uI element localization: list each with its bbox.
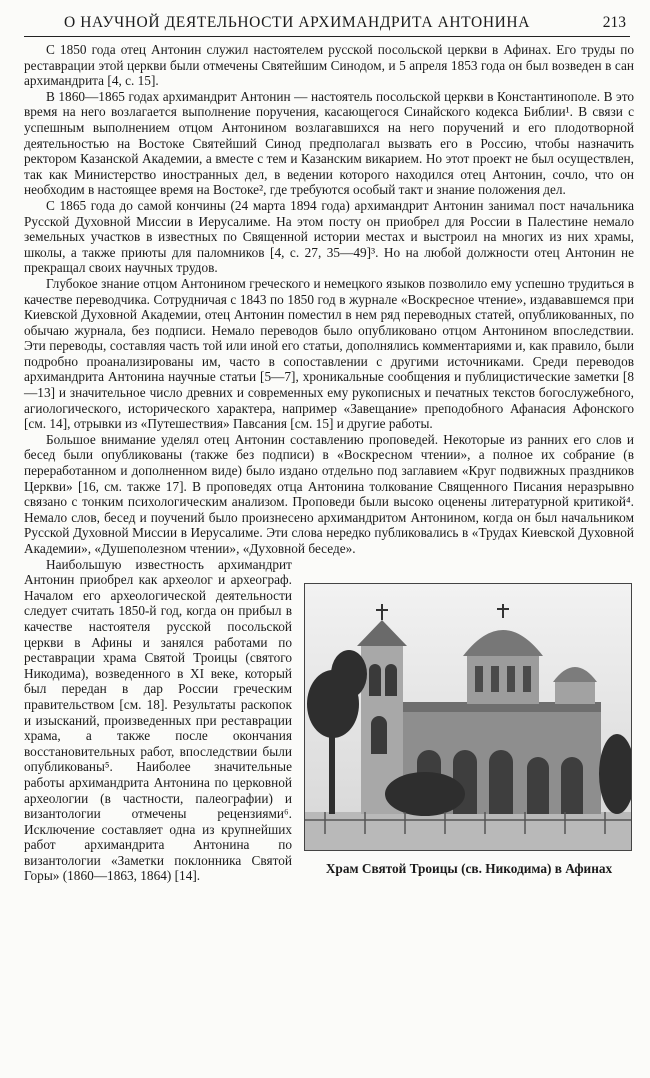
article-body	[24, 42, 634, 884]
paragraph-2: В 1860—1865 годах архимандрит Антонин — настоятель посольской церкви в Константинополе. В это время на него возлагается выполнение поручения, касающегося Синайского кодекса Библии¹. В связи с успешным выполнением отцом Антонином возлагавшихся на него поручений и его плодотворной деятельностью на Востоке Святейший Синод предполагал вызвать его в Россию, чтобы назначить ректором Казанской Академии, а вместе с тем и Казанским викарием. Но этот проект не был осуществлен, так как Министерство иностранных дел, в ведении которого находился отец Антонин, сочло, что он необходим в настоящее время на Востоке², где требуются особый такт и знание положения дел.	[24, 88, 634, 198]
figure-caption: Храм Святой Троицы (св. Никодима) в Афинах	[325, 860, 613, 876]
paragraph-1: С 1850 года отец Антонин служил настоятелем русской посольской церкви в Афинах. Его труды по реставрации этой церкви были отмечены Святейшим Синодом, и 5 апреля 1853 года он был возведен в сан архимандрита [4, с. 15].	[24, 42, 634, 89]
paragraph-4: Глубокое знание отцом Антонином греческого и немецкого языков позволило ему успешно трудиться в качестве переводчика. Сотрудничая с 1843 по 1850 год в журнале «Воскресное чтение», издававшемся при Киевской Духовной Академии, отец Антонин поместил в нем ряд переводных статей, опубликованных, по обычаю журнала, без подписи. Немало переводов было опубликовано отцом Антонином впоследствии. Эти переводы, составляя часть той или иной его статьи, дополнялись комментариями и, как правило, были подробно проанализированы им, часто в сопоставлении с другими источниками. Среди переводов архимандрита Антонина научные статьи [5—7], хроникальные сообщения и публицистические заметки [8—13] и значительное число древних и современных ему рукописных и печатных текстов богослужебного, агиологического, исторического характера, например «Завещание» преподобного Афанасия Афонского [см. 14], отрывки из «Путешествия» Павсания [см. 15] и другие работы.	[24, 275, 634, 432]
running-title: О НАУЧНОЙ ДЕЯТЕЛЬНОСТИ АРХИМАНДРИТА АНТОНИНА	[64, 14, 531, 31]
paragraph-3: С 1865 года до самой кончины (24 марта 1894 года) архимандрит Антонин занимал пост начальника Русской Духовной Миссии в Иерусалиме. На этом посту он приобрел для России в Палестине немало земельных участков в известных по Священной истории местах и выстроил на многих из них храмы, школы, а также приюты для паломников [4, с. 27, 35—49]³. Но на любой должности отец Антонин не прекращал своих научных трудов.	[24, 197, 634, 276]
paragraph-6: Наибольшую известность архимандрит Антонин приобрел как археолог и археограф. Началом его археологической деятельности следует считать 1850-й год, когда он прибыл в качестве настоятеля русской посольской церкви в Афины и занялся работами по реставрации храма Святой Троицы (святого Никодима), возведенного в XI веке, который был передан в дар России греческим правительством [см. 18]. Результаты раскопок и изысканий, произведенных при реставрации храма, а также после окончания восстановительных работ, впоследствии были опубликованы⁵. Наиболее значительные работы архимандрита Антонина по церковной археологии (в частности, палеографии) и византологии отмечены рецензиями⁶. Исключение составляет одна из крупнейших работ архимандрита Антонина по византологии «Заметки поклонника Святой Горы» (1860—1863, 1864) [14].	[24, 556, 292, 884]
church-photo	[304, 583, 632, 851]
paragraph-5: Большое внимание уделял отец Антонин составлению проповедей. Некоторые из ранних его слов и бесед были опубликованы (также без подписи) в «Воскресном чтении», а полное их собрание (в переработанном и дополненном виде) было издано отдельно под заглавием «Круг подвижных праздников Церкви» [16, см. также 17]. В проповедях отца Антонина толкование Священного Писания неразрывно связано с тонким психологическим анализом. Проповеди были высоко оценены литературной критикой⁴. Немало слов, бесед и поучений было произнесено архимандритом Антонином, когда он был начальником Русской Духовной Миссии в Иерусалиме. Эти слова нередко публиковались в «Трудах Киевской Духовной Академии», «Душеполезном чтении», «Духовной беседе».	[24, 431, 634, 556]
running-header	[24, 14, 630, 37]
page-number: 213	[602, 14, 626, 31]
church-figure	[304, 583, 634, 877]
